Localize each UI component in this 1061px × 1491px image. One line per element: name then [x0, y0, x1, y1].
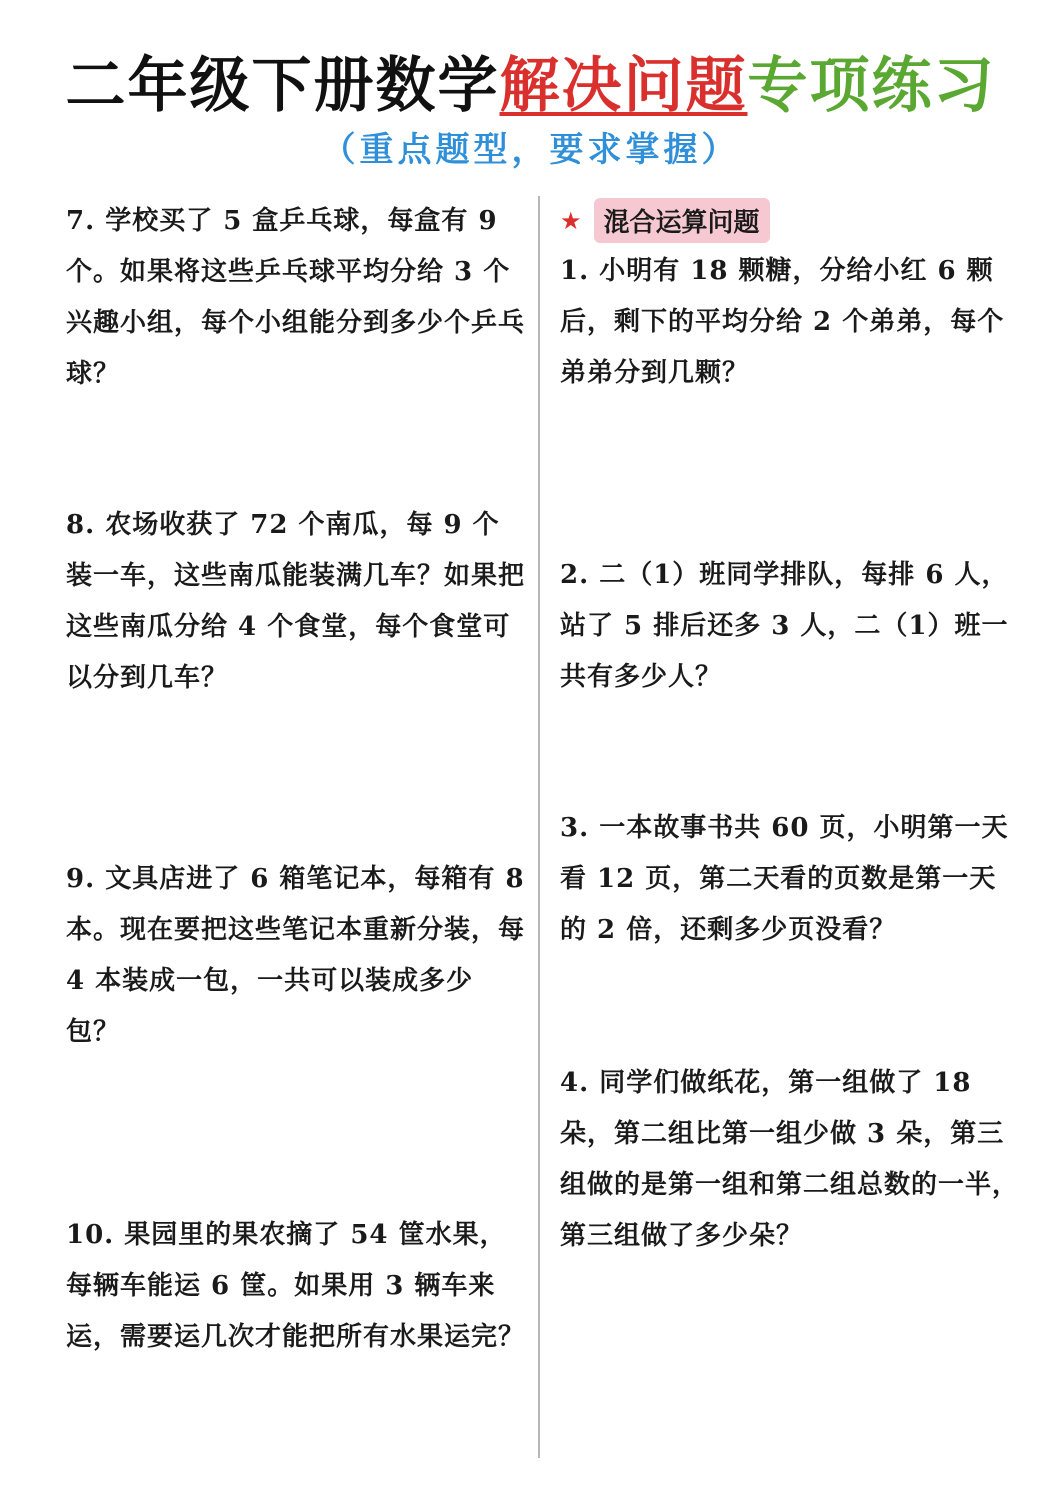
- question-8: 8. 农场收获了 72 个南瓜，每 9 个装一车，这些南瓜能装满几车？如果把这些南瓜分给 4 个食堂，每个食堂可以分到几车？: [66, 510, 526, 693]
- title-green-part: 专项练习: [747, 51, 996, 121]
- column-divider: [538, 196, 540, 1458]
- question-10: 10. 果园里的果农摘了 54 筐水果，每辆车能运 6 筐。如果用 3 辆车来运，需要运几次才能把所有水果运完？: [66, 1220, 526, 1352]
- page-subtitle: （重点题型，要求掌握）: [321, 130, 740, 170]
- question-2: 2. 二（1）班同学排队，每排 6 人，站了 5 排后还多 3 人，二（1）班一共有多少人？: [560, 560, 1009, 692]
- title-black-part: 二年级下册数学: [65, 51, 500, 121]
- star-icon: ★: [560, 206, 582, 235]
- section-header: [560, 198, 770, 243]
- question-4: 4. 同学们做纸花，第一组做了 18 朵，第二组比第一组少做 3 朵，第三组做的是第一组和第二组总数的一半，第三组做了多少朵？: [560, 1068, 1020, 1251]
- question-7: 7. 学校买了 5 盒乒乓球，每盒有 9 个。如果将这些乒乓球平均分给 3 个兴趣小组，每个小组能分到多少个乒乓球？: [66, 206, 526, 389]
- page-title: [0, 38, 1061, 124]
- question-9: 9. 文具店进了 6 箱笔记本，每箱有 8 本。现在要把这些笔记本重新分装，每 4 本装成一包，一共可以装成多少包？: [66, 864, 526, 1047]
- question-3: 3. 一本故事书共 60 页，小明第一天看 12 页，第二天看的页数是第一天的 2 倍，还剩多少页没看？: [560, 813, 1009, 945]
- question-1: 1. 小明有 18 颗糖，分给小红 6 颗后，剩下的平均分给 2 个弟弟，每个弟弟分到几颗？: [560, 256, 1005, 388]
- title-red-part: 解决问题: [499, 51, 748, 121]
- section-label: 混合运算问题: [594, 198, 770, 243]
